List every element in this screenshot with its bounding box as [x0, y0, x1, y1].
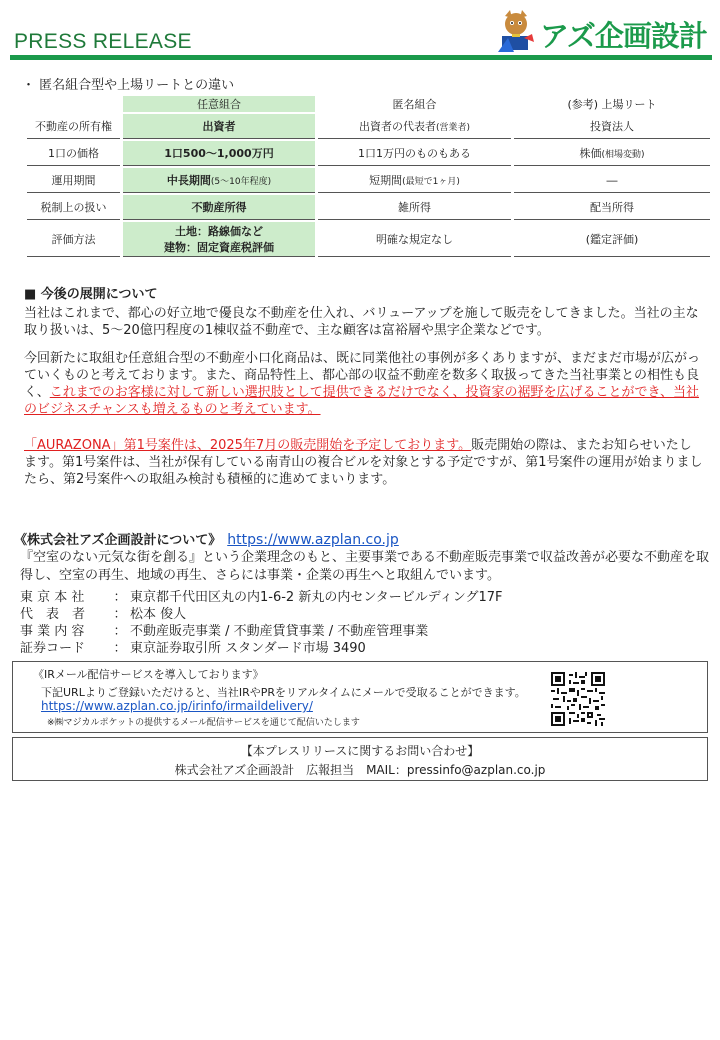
table-cell: (鑑定評価) [514, 222, 710, 257]
qr-code-icon[interactable] [551, 672, 605, 726]
list-item [20, 606, 503, 623]
row-label: 税制上の扱い [27, 195, 120, 220]
company-info-list [20, 589, 503, 657]
table-header-row [27, 96, 710, 112]
row-label: 評価方法 [27, 222, 120, 257]
table-cell: 1口1万円のものもある [318, 141, 511, 166]
paragraph [24, 350, 704, 418]
table-cell: 1口500～1,000万円 [123, 141, 315, 166]
contact-body: 株式会社アズ企画設計 広報担当 MAIL：pressinfo@azplan.co.jp [174, 763, 546, 777]
comparison-table [24, 94, 713, 259]
table-cell [123, 168, 315, 193]
info-separator: ： [113, 590, 127, 605]
cell-text: 短期間 [369, 174, 403, 187]
column-header: 匿名組合 [392, 98, 437, 111]
cell-note: (最短で1ヶ月) [402, 177, 460, 187]
cell-note: (相場変動) [601, 150, 645, 160]
column-header: (参考) 上場リート [567, 98, 657, 111]
header-divider [10, 55, 712, 60]
table-cell [318, 168, 511, 193]
highlight-text: 「AURAZONA」第1号案件は、2025年7月の販売開始を予定しております。 [24, 438, 472, 453]
table-cell: 明確な規定なし [318, 222, 511, 257]
info-separator: ： [113, 607, 127, 622]
section-heading: ■ 今後の展開について [24, 287, 158, 302]
comparison-title: ・ 匿名組合型や上場リートとの違い [22, 78, 235, 93]
company-section-title [14, 529, 399, 548]
table-cell: ― [514, 168, 710, 193]
page-header [0, 0, 720, 62]
ir-mail-box [12, 661, 708, 733]
ir-box-note: ※㈱マジカルポケットの提供するメール配信サービスを通じて配信いたします [47, 718, 360, 728]
table-row [27, 222, 710, 257]
table-cell: 不動産所得 [123, 195, 315, 220]
paragraph [24, 437, 704, 488]
table-cell [123, 222, 315, 257]
table-cell [514, 141, 710, 166]
mascot-logo-icon [494, 8, 540, 54]
info-separator: ： [113, 641, 127, 656]
column-header: 任意組合 [123, 96, 315, 112]
table-row [27, 168, 710, 193]
cell-text: 株価 [579, 147, 602, 160]
contact-title: 【本プレスリリースに関するお問い合わせ】 [240, 744, 480, 758]
paragraph-text: 販売開始の際は、またお知らせいたします。第1号案件は、当社が保有している南青山の複合ビルを対象とする予定ですが、第1号案件の運用が始まりましたら、第2号案件への取組み検討も積極的に進めてまいります。 [24, 438, 703, 487]
table-row [27, 114, 710, 139]
info-value: 松本 俊人 [130, 607, 187, 622]
cell-note: (5～10年程度) [210, 177, 272, 187]
list-item [20, 589, 503, 606]
paragraph-text: 今回新たに取組む任意組合型の不動産小口化商品は、既に同業他社の事例が多くありますが、まだまだ市場が広がっていくものと考えております。また、商品特性上、都心部の収益不動産を数多く取扱ってきた当社事業との相性も良く、 [24, 351, 701, 400]
cell-text: 建物：固定資産税評価 [164, 241, 274, 254]
info-value: 東京都千代田区丸の内1-6-2 新丸の内センタービルディング17F [130, 590, 503, 605]
list-item [20, 640, 503, 657]
row-label: 運用期間 [27, 168, 120, 193]
contact-box [12, 737, 708, 781]
paragraph: 当社はこれまで、都心の好立地で優良な不動産を仕入れ、バリューアップを施して販売をしてきました。当社の主な取り扱いは、5～20億円程度の1棟収益不動産で、主な顧客は富裕層や黒字企業などです。 [24, 306, 699, 338]
info-key: 証券コード [20, 641, 86, 656]
list-item [20, 623, 503, 640]
table-cell: 雑所得 [318, 195, 511, 220]
company-url-link[interactable]: https://www.azplan.co.jp [227, 532, 399, 548]
info-key: 東 京 本 社 [20, 590, 85, 605]
info-value: 東京証券取引所 スタンダード市場 3490 [130, 641, 366, 656]
press-release-label: PRESS RELEASE [14, 30, 192, 53]
company-description: 『空室のない元気な街を創る』という企業理念のもと、主要事業である不動産販売事業で収益改善が必要な不動産を取得し、空室の再生、地域の再生、さらには事業・企業の再生へと取組んでいます。 [20, 550, 710, 583]
ir-box-title: 《IRメール配信サービスを導入しております》 [33, 668, 264, 681]
highlight-text: これまでのお客様に対して新しい選択肢として提供できるだけでなく、投資家の裾野を広げることができ、当社のビジネスチャンスも増えるものと考えています。 [24, 385, 699, 417]
table-cell: 投資法人 [514, 114, 710, 139]
table-cell: 出資者 [123, 114, 315, 139]
cell-text: 中長期間 [166, 174, 211, 187]
info-value: 不動産販売事業 / 不動産賃貸事業 / 不動産管理事業 [130, 624, 429, 639]
row-label: 1口の価格 [27, 141, 120, 166]
table-row [27, 141, 710, 166]
ir-box-text: 下記URLよりご登録いただけると、当社IRやPRをリアルタイムにメールで受取ることができます。 [41, 686, 526, 699]
cell-note: (営業者) [435, 123, 471, 133]
cell-text: 出資者の代表者 [358, 120, 436, 133]
company-logo[interactable] [494, 8, 714, 54]
company-title-text: 《株式会社アズ企画設計について》 [14, 533, 222, 548]
info-key: 代 表 者 [20, 607, 86, 622]
ir-mail-link[interactable]: https://www.azplan.co.jp/irinfo/irmaildelivery/ [41, 699, 313, 713]
cell-text: 土地：路線価など [175, 225, 263, 238]
table-row [27, 195, 710, 220]
table-cell: 配当所得 [514, 195, 710, 220]
info-key: 事 業 内 容 [20, 624, 85, 639]
info-separator: ： [113, 624, 127, 639]
brand-name: アズ企画設計 [540, 19, 707, 53]
table-cell [318, 114, 511, 139]
table-corner [27, 96, 120, 112]
row-label: 不動産の所有権 [27, 114, 120, 139]
